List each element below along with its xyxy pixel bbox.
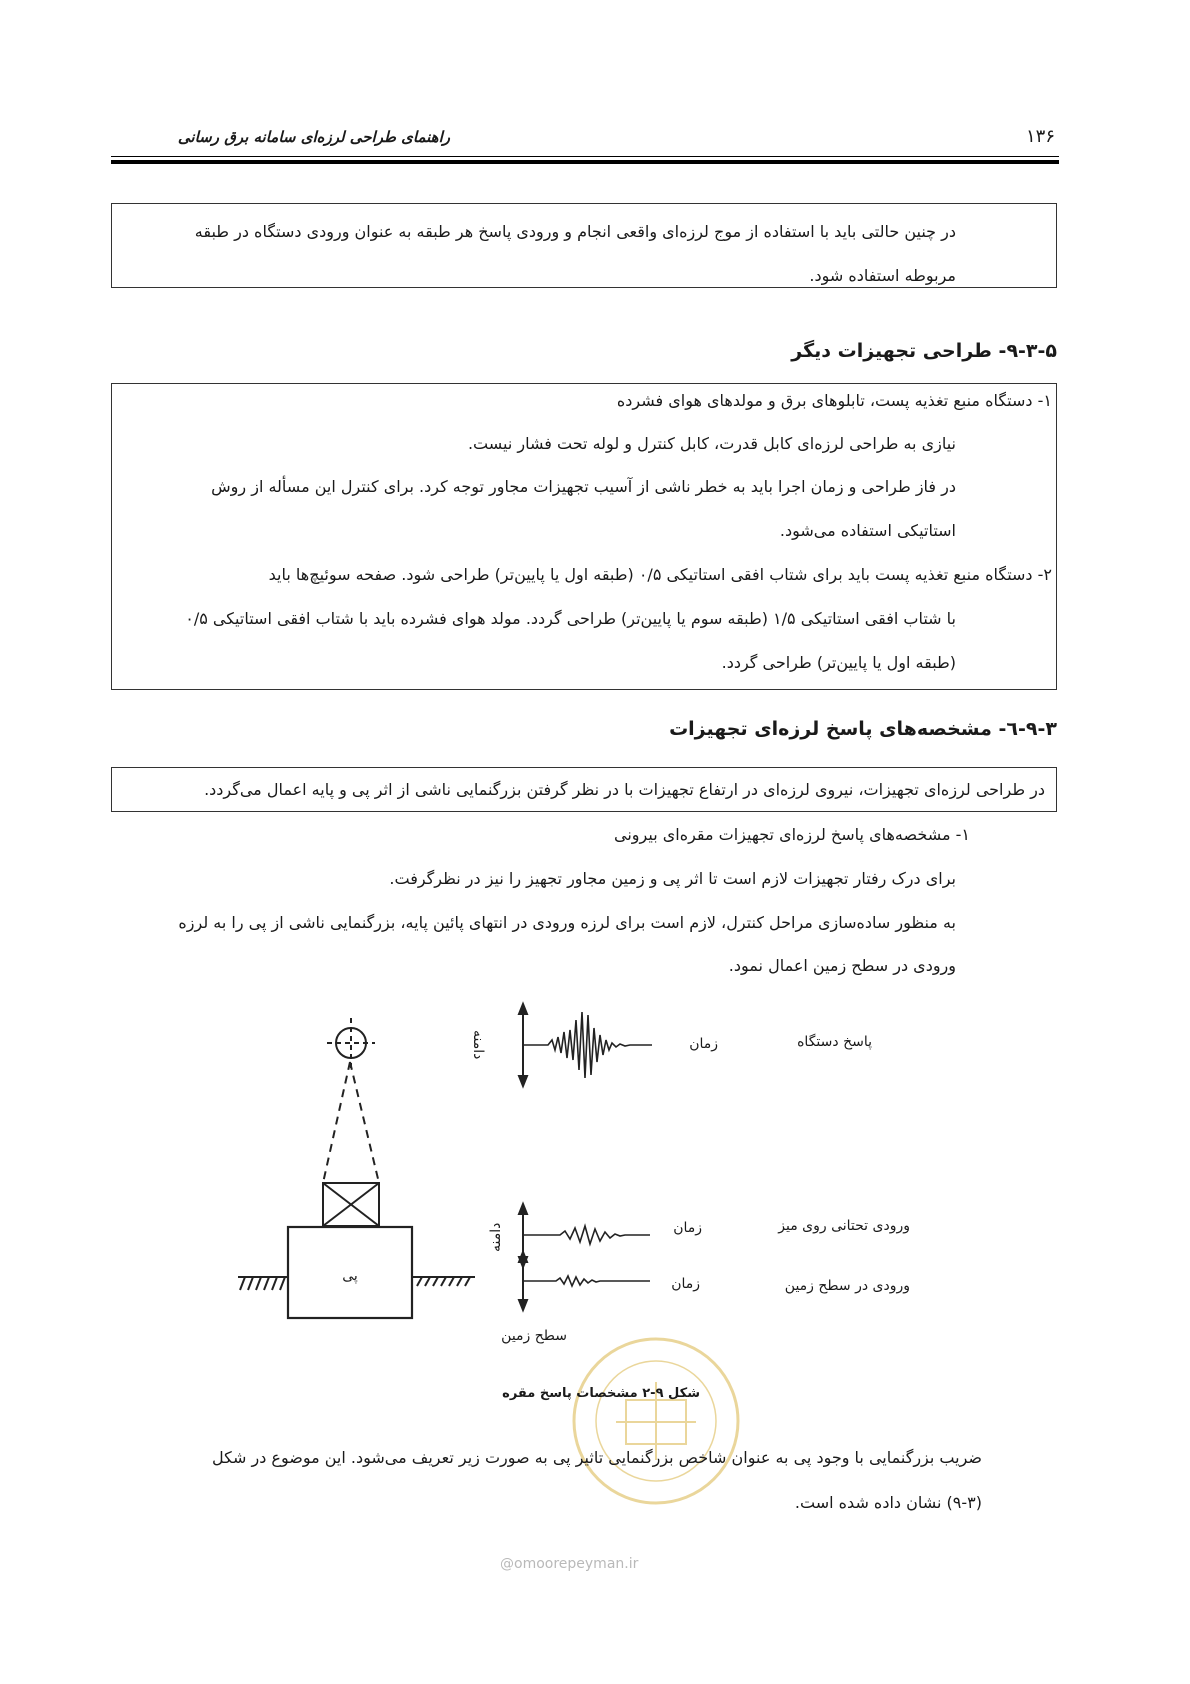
s5-line-6: با شتاب افقی استاتیکی ۱/۵ (طبقه سوم یا پایین‌تر) طراحی گردد. مولد هوای فشرده باید با شتاب افقی استاتیکی ۰/۵ (185, 609, 956, 628)
ground-hatch-left (238, 1277, 287, 1290)
closing-line-2: (۹-۳) نشان داده شده است. (794, 1493, 982, 1512)
book-title: راهنمای طراحی لرزه‌ای سامانه برق رسانی (177, 128, 450, 146)
s5-line-4: استاتیکی استفاده می‌شود. (779, 521, 956, 540)
time-label-top: زمان (689, 1036, 718, 1052)
s5-line-5: ۲- دستگاه منبع تغذیه پست باید برای شتاب افقی استاتیکی ۰/۵ (طبقه اول یا پایین‌تر) طراحی شود. صفحه سوئیچ‌ها باید (268, 565, 1052, 584)
table-input-label: ورودی تحتانی روی میز (778, 1218, 910, 1234)
response-signal (523, 1012, 652, 1078)
s5-line-7: (طبقه اول یا پایین‌تر) طراحی گردد. (721, 653, 956, 672)
s6-box-line: در طراحی لرزه‌ای تجهیزات، نیروی لرزه‌ای در ارتفاع تجهیزات با در نظر گرفتن بزرگنمایی ناشی از اثر پی و پایه اعمال می‌گردد. (204, 780, 1045, 799)
top-mass-symbol (327, 1018, 375, 1068)
s5-line-1: ۱- دستگاه منبع تغذیه پست، تابلوهای برق و مولدهای هوای فشرده (616, 391, 1052, 410)
figure-caption: شکل ۹-۲ مشخصات پاسخ مقره (502, 1386, 700, 1401)
watermark-url: @omoorepeyman.ir (500, 1556, 639, 1572)
section-6-heading: ۹-۳-٦- مشخصه‌های پاسخ لرزه‌ای تجهیزات (669, 718, 1057, 740)
intro-line-1: در چنین حالتی باید با استفاده از موج لرزه‌ای واقعی انجام و ورودی پاسخ هر طبقه به عنوان ورودی دستگاه در طبقه (194, 222, 956, 241)
s6-line-4: ورودی در سطح زمین اعمال نمود. (728, 956, 956, 975)
foundation-label: پی (342, 1268, 358, 1284)
response-label: پاسخ دستگاه (797, 1034, 872, 1050)
amplitude-label-bottom: دامنه (488, 1222, 504, 1252)
ground-input-signal (523, 1276, 650, 1286)
watermark-seal (574, 1339, 738, 1503)
time-label-bottom: زمان (671, 1276, 700, 1292)
table-input-signal (523, 1226, 650, 1244)
insulator-outline (323, 1062, 379, 1183)
section-5-heading: ۹-۳-۵- طراحی تجهیزات دیگر (791, 340, 1057, 362)
s5-line-2: نیازی به طراحی لرزه‌ای کابل قدرت، کابل کنترل و لوله تحت فشار نیست. (467, 434, 956, 453)
ground-input-label: ورودی در سطح زمین (784, 1278, 910, 1294)
ground-hatch-right (413, 1277, 475, 1286)
s6-line-3: به منظور ساده‌سازی مراحل کنترل، لازم است برای لرزه ورودی در انتهای پائین پایه، بزرگنمایی ناشی از پی را به لرزه (178, 913, 956, 932)
intro-line-2: مربوطه استفاده شود. (809, 266, 956, 285)
support-frame (323, 1183, 379, 1226)
s6-line-2: برای درک رفتار تجهیزات لازم است تا اثر پی و زمین مجاور تجهیز را نیز در نظرگرفت. (389, 869, 956, 888)
amplitude-label-top: دامنه (470, 1030, 486, 1060)
s5-line-3: در فاز طراحی و زمان اجرا باید به خطر ناشی از آسیب تجهیزات مجاور توجه کرد. برای کنترل این مسأله از روش (211, 477, 956, 496)
page-number: ۱۳۶ (1025, 126, 1055, 147)
time-label-mid: زمان (673, 1220, 702, 1236)
ground-surface-label: سطح زمین (501, 1328, 567, 1344)
s6-line-1: ۱- مشخصه‌های پاسخ لرزه‌ای تجهیزات مقره‌ای بیرونی (614, 825, 970, 844)
closing-line-1: ضریب بزرگنمایی با وجود پی به عنوان شاخص بزرگنمایی تاثیر پی به صورت زیر تعریف می‌شود. این موضوع در شکل (212, 1448, 982, 1467)
